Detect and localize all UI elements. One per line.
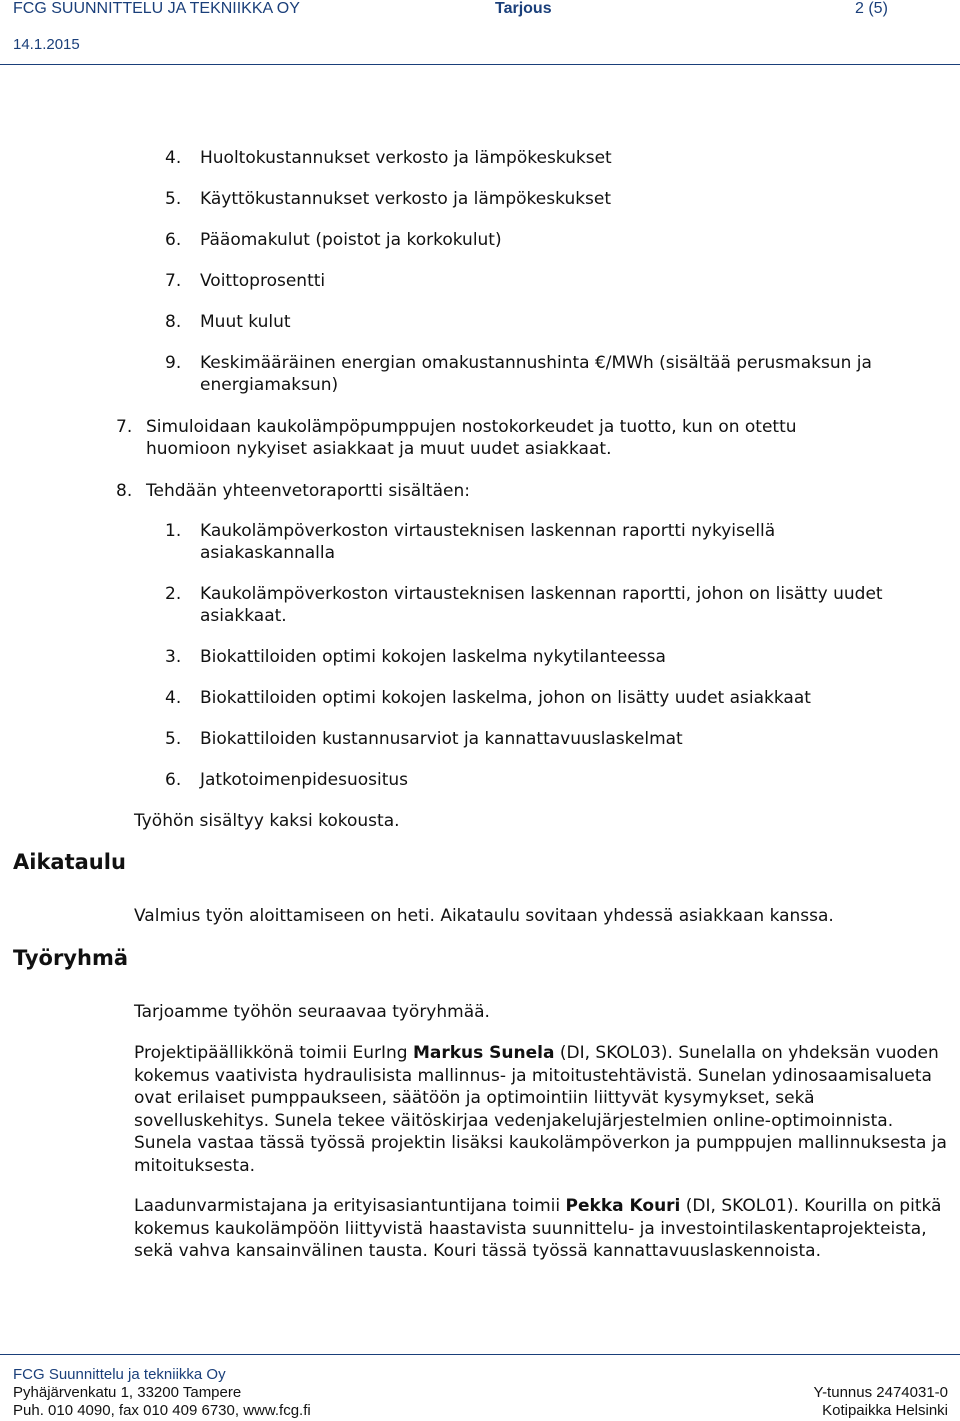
project-manager-paragraph bbox=[134, 1042, 949, 1177]
qa-name: Pekka Kouri bbox=[565, 1196, 681, 1216]
list-number: 7. bbox=[116, 417, 133, 437]
meetings-text: Työhön sisältyy kaksi kokousta. bbox=[134, 811, 400, 831]
header-divider bbox=[0, 64, 960, 65]
list-item-continuation: asiakkaat. bbox=[200, 606, 287, 626]
qa-post: (DI, SKOL01). Kourilla on pitkä kokemus kaukolämpöön liittyvistä haastavista suunnittelu- ja investointilaskentaprojekteista, sekä vahva kansainvälinen tausta. Kouri tässä työssä kannattavuuslaskennoista. bbox=[134, 1196, 942, 1261]
footer-domicile: Kotipaikka Helsinki bbox=[822, 1402, 948, 1419]
list-number: 8. bbox=[116, 481, 133, 501]
list-number: 7. bbox=[165, 271, 182, 291]
list-number: 4. bbox=[165, 688, 182, 708]
header-doc-type: Tarjous bbox=[495, 0, 552, 17]
list-item: Kaukolämpöverkoston virtausteknisen laskennan raportti, johon on lisätty uudet bbox=[200, 584, 883, 604]
quality-assurance-paragraph bbox=[134, 1195, 949, 1263]
list-number: 5. bbox=[165, 729, 182, 749]
team-heading: Työryhmä bbox=[13, 946, 128, 970]
list-item: Voittoprosentti bbox=[200, 271, 326, 291]
list-item-continuation: huomioon nykyiset asiakkaat ja muut uudet asiakkaat. bbox=[146, 439, 612, 459]
footer-business-id: Y-tunnus 2474031-0 bbox=[813, 1384, 948, 1401]
list-number: 5. bbox=[165, 189, 182, 209]
list-item: Muut kulut bbox=[200, 312, 291, 332]
list-item: Tehdään yhteenvetoraportti sisältäen: bbox=[146, 481, 470, 501]
list-number: 4. bbox=[165, 148, 182, 168]
footer-address: Pyhäjärvenkatu 1, 33200 Tampere bbox=[13, 1384, 242, 1401]
page-header bbox=[0, 0, 960, 60]
list-number: 1. bbox=[165, 521, 182, 541]
list-number: 8. bbox=[165, 312, 182, 332]
header-page-number: 2 (5) bbox=[855, 0, 888, 17]
list-item: Kaukolämpöverkoston virtausteknisen laskennan raportti nykyisellä bbox=[200, 521, 776, 541]
list-item: Biokattiloiden optimi kokojen laskelma, johon on lisätty uudet asiakkaat bbox=[200, 688, 811, 708]
list-item: Jatkotoimenpidesuositus bbox=[200, 770, 408, 790]
pm-pre: Projektipäällikkönä toimii EurIng bbox=[134, 1043, 413, 1063]
list-number: 6. bbox=[165, 770, 182, 790]
list-item: Pääomakulut (poistot ja korkokulut) bbox=[200, 230, 502, 250]
list-item: Käyttökustannukset verkosto ja lämpökeskukset bbox=[200, 189, 612, 209]
schedule-heading: Aikataulu bbox=[13, 850, 126, 874]
list-item: Simuloidaan kaukolämpöpumppujen nostokorkeudet ja tuotto, kun on otettu bbox=[146, 417, 797, 437]
list-number: 2. bbox=[165, 584, 182, 604]
list-number: 6. bbox=[165, 230, 182, 250]
list-item-continuation: energiamaksun) bbox=[200, 375, 339, 395]
header-company: FCG SUUNNITTELU JA TEKNIIKKA OY bbox=[13, 0, 300, 17]
list-item: Huoltokustannukset verkosto ja lämpökeskukset bbox=[200, 148, 612, 168]
qa-pre: Laadunvarmistajana ja erityisasiantuntijana toimii bbox=[134, 1196, 566, 1216]
footer-company: FCG Suunnittelu ja tekniikka Oy bbox=[13, 1366, 226, 1383]
list-number: 9. bbox=[165, 353, 182, 373]
pm-name: Markus Sunela bbox=[412, 1043, 555, 1063]
header-date: 14.1.2015 bbox=[13, 36, 80, 53]
list-number: 3. bbox=[165, 647, 182, 667]
team-intro: Tarjoamme työhön seuraavaa työryhmää. bbox=[134, 1002, 490, 1022]
list-item-continuation: asiakaskannalla bbox=[200, 543, 336, 563]
footer-contact: Puh. 010 4090, fax 010 409 6730, www.fcg.fi bbox=[13, 1402, 311, 1419]
list-item: Biokattiloiden kustannusarviot ja kannattavuuslaskelmat bbox=[200, 729, 683, 749]
schedule-text: Valmius työn aloittamiseen on heti. Aikataulu sovitaan yhdessä asiakkaan kanssa. bbox=[134, 906, 834, 926]
pm-post: (DI, SKOL03). Sunelalla on yhdeksän vuoden kokemus vaativista hydraulisista mallinnus- ja mitoitustehtävistä. Sunelan ydinosaamisalueta ovat erilaiset pumppaukseen, säätöön ja optimointiin liittyvät kysymykset, sekä sovelluskehitys. Sunela tekee väitöskirjaa vedenjakelujärjestelmien online-optimoinnista. Sunela vastaa tässä työssä projektin lisäksi kaukolämpöverkon ja pumppujen mallinnuksesta ja mitoituksesta. bbox=[134, 1043, 947, 1176]
list-item: Keskimääräinen energian omakustannushinta €/MWh (sisältää perusmaksun ja bbox=[200, 353, 872, 373]
footer-divider bbox=[0, 1354, 960, 1355]
list-item: Biokattiloiden optimi kokojen laskelma nykytilanteessa bbox=[200, 647, 666, 667]
